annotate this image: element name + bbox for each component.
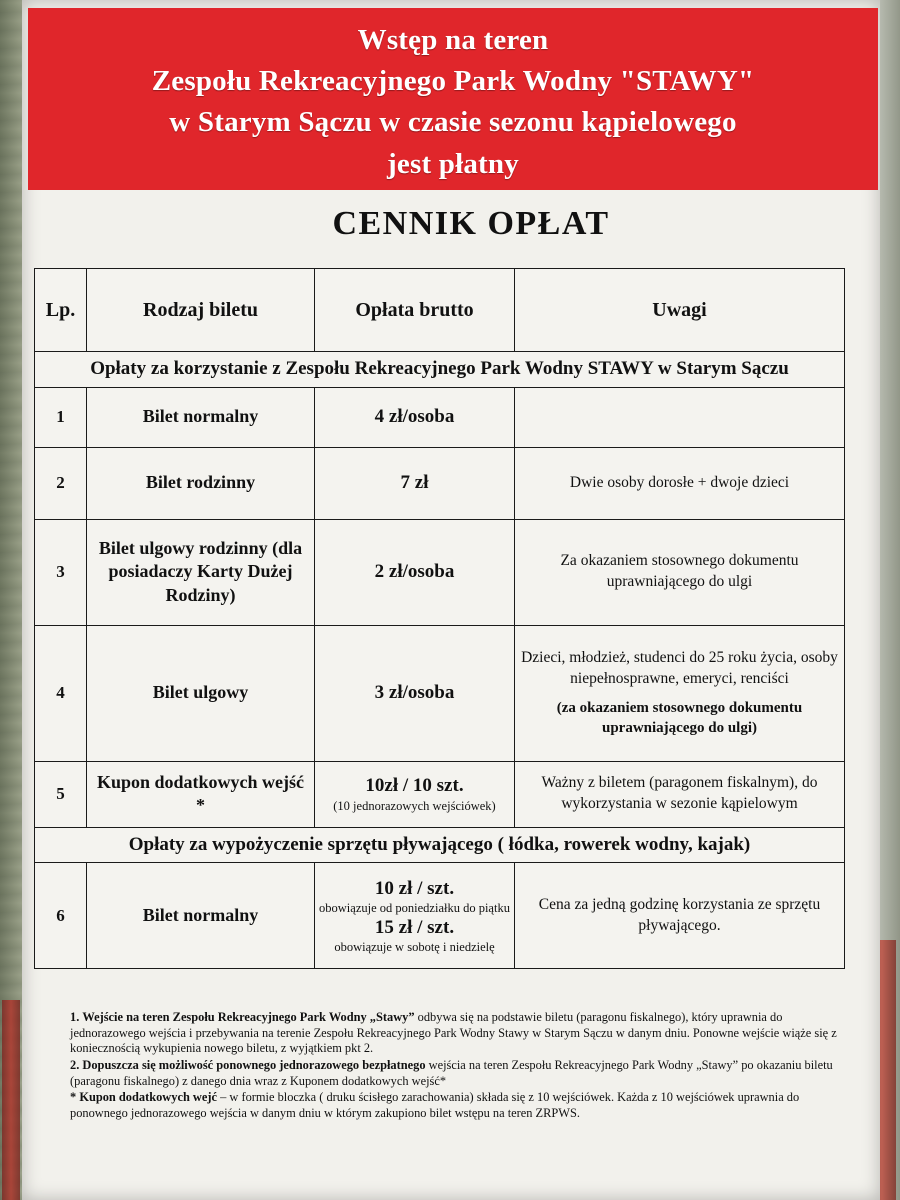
section-title-2: Opłaty za wypożyczenie sprzętu pływającego ( łódka, rowerek wodny, kajak) [35,827,845,863]
row-3-price: 2 zł/osoba [315,519,515,625]
footnote-2-text: wejścia na teren Zespołu Rekreacyjnego Park Wodny „Stawy” po okazaniu biletu (paragonu fiskalnego) z danego dnia wraz z Kuponem dodatkowych wejść* [70,1057,833,1088]
row-4-notes-bold: (za okazaniem stosownego dokumentu uprawniającego do ulgi) [556,700,803,736]
footnote-1 [70,1010,860,1057]
price-list-board [22,0,880,1200]
col-header-lp: Lp. [35,269,87,352]
row-1-kind: Bilet normalny [87,387,315,447]
col-header-kind: Rodzaj biletu [87,269,315,352]
row-5-lp: 5 [35,761,87,827]
row-5-price [315,761,515,827]
col-header-price: Opłata brutto [315,269,515,352]
footnote-2-number: 2. [70,1057,80,1072]
row-3-kind: Bilet ulgowy rodzinny (dla posiadaczy Karty Dużej Rodziny) [87,519,315,625]
table-row [35,625,845,761]
row-5-price-main: 10zł / 10 szt. [365,774,464,796]
col-header-notes: Uwagi [515,269,845,352]
row-5-price-sub: (10 jednorazowych wejściówek) [333,799,496,814]
page-title: CENNIK OPŁAT [332,205,610,242]
section-title-1: Opłaty za korzystanie z Zespołu Rekreacyjnego Park Wodny STAWY w Starym Sączu [35,352,845,388]
table-row [35,387,845,447]
row-6-price-weekday: 10 zł / szt. [374,878,455,900]
footnote-3 [70,1090,860,1121]
section-row-2 [35,827,845,863]
table-row [35,519,845,625]
row-1-notes [515,387,845,447]
table-row [35,447,845,519]
section-row-1 [35,352,845,388]
banner-line-3: w Starym Sączu w czasie sezonu kąpielowego [169,106,737,139]
footnote-2 [70,1058,860,1089]
price-table [34,268,845,969]
row-6-price-weekend: 15 zł / szt. [374,916,455,938]
footnotes [70,1010,860,1122]
red-post-left [2,1000,20,1200]
banner-line-4: jest płatny [387,147,519,180]
row-4-notes [515,625,845,761]
footnote-3-number: * [70,1090,77,1105]
row-6-price [315,863,515,969]
row-5-kind: Kupon dodatkowych wejść * [87,761,315,827]
row-6-lp: 6 [35,863,87,969]
row-2-notes: Dwie osoby dorosłe + dwoje dzieci [515,447,845,519]
row-3-notes: Za okazaniem stosownego dokumentu uprawniającego do ulgi [515,519,845,625]
row-4-notes-main: Dzieci, młodzież, studenci do 25 roku życia, osoby niepełnosprawne, emeryci, renciści [521,649,838,688]
row-6-notes: Cena za jedną godzinę korzystania ze sprzętu pływającego. [515,863,845,969]
footnote-1-number: 1. [70,1010,80,1024]
banner-line-1: Wstęp na teren [357,24,549,56]
footnote-1-text: odbywa się na podstawie biletu (paragonu fiskalnego), który uprawnia do jednorazowego wejścia i przebywania na terenie Zespołu Rekreacyjnego Park Wodny Stawy w Starym Sączu w danym dniu. Ponowne wejście wiąże się z koniecznością wykupienia nowego biletu, z wyjątkiem pkt 2. [70,1010,837,1056]
table-row [35,863,845,969]
row-1-lp: 1 [35,387,87,447]
row-2-price: 7 zł [315,447,515,519]
footnote-3-bold: Kupon dodatkowych wejć [79,1090,218,1105]
table-row [35,761,845,827]
row-6-kind: Bilet normalny [87,863,315,969]
red-banner [28,8,878,190]
footnote-3-text: – w formie bloczka ( druku ścisłego zarachowania) składa się z 10 wejściówek. Każda z 10 wejściówek uprawnia do ponownego jednorazowego wejścia w danym dniu w którym zakupiono bilet wstępu na teren ZRPWS. [70,1090,800,1120]
row-4-lp: 4 [35,625,87,761]
row-2-lp: 2 [35,447,87,519]
row-6-price-weekday-sub: obowiązuje od poniedziałku do piątku [319,900,510,915]
row-2-kind: Bilet rodzinny [87,447,315,519]
footnote-1-bold: Wejście na teren Zespołu Rekreacyjnego Park Wodny „Stawy” [82,1010,415,1024]
table-header-row [35,269,845,352]
row-5-notes: Ważny z biletem (paragonem fiskalnym), do wykorzystania w sezonie kąpielowym [515,761,845,827]
banner-line-2: Zespołu Rekreacyjnego Park Wodny "STAWY" [151,65,755,98]
row-4-kind: Bilet ulgowy [87,625,315,761]
footnote-2-bold: Dopuszcza się możliwość ponownego jednorazowego bezpłatnego [82,1057,426,1072]
row-1-price: 4 zł/osoba [315,387,515,447]
row-3-lp: 3 [35,519,87,625]
row-4-price: 3 zł/osoba [315,625,515,761]
row-6-price-weekend-sub: obowiązuje w sobotę i niedzielę [334,939,495,954]
